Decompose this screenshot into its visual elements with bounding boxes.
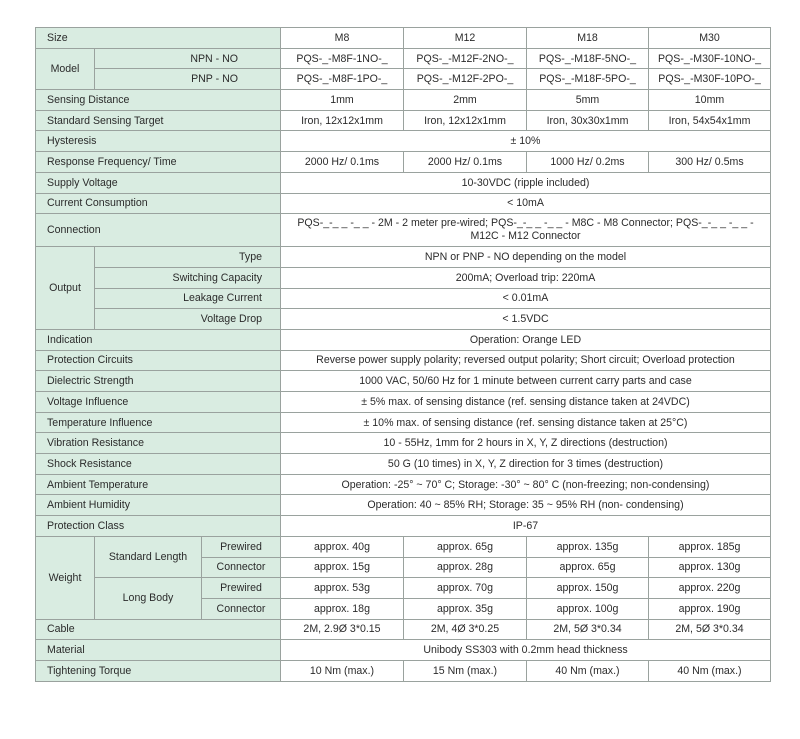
size-m12: M12 xyxy=(404,28,527,49)
label-ambient-temperature: Ambient Temperature xyxy=(36,474,281,495)
label-weight: Weight xyxy=(36,536,95,619)
label-voltage-drop: Voltage Drop xyxy=(95,309,281,330)
weight-long-connector-m8: approx. 18g xyxy=(281,598,404,619)
protection-circuits-value: Reverse power supply polarity; reversed output polarity; Short circuit; Overload protection xyxy=(281,350,771,371)
row-model-npn xyxy=(36,48,771,69)
size-m18: M18 xyxy=(527,28,649,49)
torque-m12: 15 Nm (max.) xyxy=(404,660,527,681)
label-supply-voltage: Supply Voltage xyxy=(36,172,281,193)
model-pnp-m12: PQS-_-M12F-2PO-_ xyxy=(404,69,527,90)
weight-long-prewired-m12: approx. 70g xyxy=(404,578,527,599)
switching-value: 200mA; Overload trip: 220mA xyxy=(281,267,771,288)
row-weight-long-prewired xyxy=(36,578,771,599)
weight-std-prewired-m18: approx. 135g xyxy=(527,536,649,557)
row-response xyxy=(36,152,771,173)
row-sensing-distance xyxy=(36,90,771,111)
cable-m30: 2M, 5Ø 3*0.34 xyxy=(649,619,771,640)
model-pnp-m8: PQS-_-M8F-1PO-_ xyxy=(281,69,404,90)
label-sensing-distance: Sensing Distance xyxy=(36,90,281,111)
row-material xyxy=(36,640,771,661)
label-switching: Switching Capacity xyxy=(95,267,281,288)
hysteresis-value: ± 10% xyxy=(281,131,771,152)
model-pnp-m30: PQS-_-M30F-10PO-_ xyxy=(649,69,771,90)
label-dielectric: Dielectric Strength xyxy=(36,371,281,392)
row-ambient-humidity xyxy=(36,495,771,516)
label-standard-prewired: Prewired xyxy=(202,536,281,557)
temperature-influence-value: ± 10% max. of sensing distance (ref. sensing distance taken at 25°C) xyxy=(281,412,771,433)
label-protection-circuits: Protection Circuits xyxy=(36,350,281,371)
row-torque xyxy=(36,660,771,681)
sensing-distance-m30: 10mm xyxy=(649,90,771,111)
row-leakage xyxy=(36,288,771,309)
row-standard-target xyxy=(36,110,771,131)
current-value: < 10mA xyxy=(281,193,771,214)
row-output-type xyxy=(36,247,771,268)
label-standard-connector: Connector xyxy=(202,557,281,578)
label-standard-length: Standard Length xyxy=(95,536,202,577)
voltage-influence-value: ± 5% max. of sensing distance (ref. sensing distance taken at 24VDC) xyxy=(281,392,771,413)
protection-class-value: IP-67 xyxy=(281,516,771,537)
row-weight-standard-prewired xyxy=(36,536,771,557)
cable-m12: 2M, 4Ø 3*0.25 xyxy=(404,619,527,640)
output-type-value: NPN or PNP - NO depending on the model xyxy=(281,247,771,268)
ambient-humidity-value: Operation: 40 ~ 85% RH; Storage: 35 ~ 95% RH (non- condensing) xyxy=(281,495,771,516)
material-value: Unibody SS303 with 0.2mm head thickness xyxy=(281,640,771,661)
row-size xyxy=(36,28,771,49)
size-m8: M8 xyxy=(281,28,404,49)
label-vibration: Vibration Resistance xyxy=(36,433,281,454)
weight-std-prewired-m30: approx. 185g xyxy=(649,536,771,557)
row-ambient-temperature xyxy=(36,474,771,495)
vibration-value: 10 - 55Hz, 1mm for 2 hours in X, Y, Z directions (destruction) xyxy=(281,433,771,454)
weight-std-connector-m8: approx. 15g xyxy=(281,557,404,578)
row-hysteresis xyxy=(36,131,771,152)
shock-value: 50 G (10 times) in X, Y, Z direction for 3 times (destruction) xyxy=(281,454,771,475)
label-torque: Tightening Torque xyxy=(36,660,281,681)
row-connection xyxy=(36,214,771,247)
weight-long-connector-m12: approx. 35g xyxy=(404,598,527,619)
row-voltage-influence xyxy=(36,392,771,413)
model-npn-m8: PQS-_-M8F-1NO-_ xyxy=(281,48,404,69)
row-switching xyxy=(36,267,771,288)
model-npn-m12: PQS-_-M12F-2NO-_ xyxy=(404,48,527,69)
cable-m18: 2M, 5Ø 3*0.34 xyxy=(527,619,649,640)
label-pnp-no: PNP - NO xyxy=(95,69,281,90)
standard-target-m18: Iron, 30x30x1mm xyxy=(527,110,649,131)
label-long-body: Long Body xyxy=(95,578,202,619)
cable-m8: 2M, 2.9Ø 3*0.15 xyxy=(281,619,404,640)
response-m12: 2000 Hz/ 0.1ms xyxy=(404,152,527,173)
row-current xyxy=(36,193,771,214)
label-connection: Connection xyxy=(36,214,281,247)
label-standard-target: Standard Sensing Target xyxy=(36,110,281,131)
sensing-distance-m8: 1mm xyxy=(281,90,404,111)
label-voltage-influence: Voltage Influence xyxy=(36,392,281,413)
model-pnp-m18: PQS-_-M18F-5PO-_ xyxy=(527,69,649,90)
row-protection-circuits xyxy=(36,350,771,371)
indication-value: Operation: Orange LED xyxy=(281,329,771,350)
torque-m8: 10 Nm (max.) xyxy=(281,660,404,681)
row-indication xyxy=(36,329,771,350)
connection-value: PQS-_-_ _ -_ _ - 2M - 2 meter pre-wired; PQS-_-_ _ -_ _ - M8C - M8 Connector; PQS-_-_ _ -_ _ - M12C - M12 Connector xyxy=(281,214,771,247)
label-long-connector: Connector xyxy=(202,598,281,619)
label-npn-no: NPN - NO xyxy=(95,48,281,69)
torque-m30: 40 Nm (max.) xyxy=(649,660,771,681)
row-cable xyxy=(36,619,771,640)
label-response: Response Frequency/ Time xyxy=(36,152,281,173)
weight-long-connector-m30: approx. 190g xyxy=(649,598,771,619)
ambient-temperature-value: Operation: -25° ~ 70° C; Storage: -30° ~ 80° C (non-freezing; non-condensing) xyxy=(281,474,771,495)
sensing-distance-m12: 2mm xyxy=(404,90,527,111)
label-material: Material xyxy=(36,640,281,661)
standard-target-m12: Iron, 12x12x1mm xyxy=(404,110,527,131)
sensing-distance-m18: 5mm xyxy=(527,90,649,111)
weight-long-prewired-m8: approx. 53g xyxy=(281,578,404,599)
weight-std-prewired-m8: approx. 40g xyxy=(281,536,404,557)
weight-long-prewired-m18: approx. 150g xyxy=(527,578,649,599)
label-model: Model xyxy=(36,48,95,89)
label-current: Current Consumption xyxy=(36,193,281,214)
row-vibration xyxy=(36,433,771,454)
response-m18: 1000 Hz/ 0.2ms xyxy=(527,152,649,173)
label-shock: Shock Resistance xyxy=(36,454,281,475)
label-long-prewired: Prewired xyxy=(202,578,281,599)
label-output: Output xyxy=(36,247,95,330)
weight-long-prewired-m30: approx. 220g xyxy=(649,578,771,599)
row-dielectric xyxy=(36,371,771,392)
label-cable: Cable xyxy=(36,619,281,640)
response-m30: 300 Hz/ 0.5ms xyxy=(649,152,771,173)
torque-m18: 40 Nm (max.) xyxy=(527,660,649,681)
weight-long-connector-m18: approx. 100g xyxy=(527,598,649,619)
row-model-pnp xyxy=(36,69,771,90)
label-size: Size xyxy=(36,28,281,49)
label-ambient-humidity: Ambient Humidity xyxy=(36,495,281,516)
model-npn-m18: PQS-_-M18F-5NO-_ xyxy=(527,48,649,69)
response-m8: 2000 Hz/ 0.1ms xyxy=(281,152,404,173)
model-npn-m30: PQS-_-M30F-10NO-_ xyxy=(649,48,771,69)
label-leakage: Leakage Current xyxy=(95,288,281,309)
row-temperature-influence xyxy=(36,412,771,433)
row-voltage-drop xyxy=(36,309,771,330)
standard-target-m30: Iron, 54x54x1mm xyxy=(649,110,771,131)
label-temperature-influence: Temperature Influence xyxy=(36,412,281,433)
label-output-type: Type xyxy=(95,247,281,268)
weight-std-connector-m30: approx. 130g xyxy=(649,557,771,578)
row-protection-class xyxy=(36,516,771,537)
specification-table xyxy=(35,27,771,682)
weight-std-connector-m12: approx. 28g xyxy=(404,557,527,578)
weight-std-prewired-m12: approx. 65g xyxy=(404,536,527,557)
row-supply-voltage xyxy=(36,172,771,193)
dielectric-value: 1000 VAC, 50/60 Hz for 1 minute between current carry parts and case xyxy=(281,371,771,392)
label-protection-class: Protection Class xyxy=(36,516,281,537)
row-shock xyxy=(36,454,771,475)
standard-target-m8: Iron, 12x12x1mm xyxy=(281,110,404,131)
voltage-drop-value: < 1.5VDC xyxy=(281,309,771,330)
label-hysteresis: Hysteresis xyxy=(36,131,281,152)
supply-voltage-value: 10-30VDC (ripple included) xyxy=(281,172,771,193)
size-m30: M30 xyxy=(649,28,771,49)
weight-std-connector-m18: approx. 65g xyxy=(527,557,649,578)
label-indication: Indication xyxy=(36,329,281,350)
spec-table-container xyxy=(35,27,770,682)
leakage-value: < 0.01mA xyxy=(281,288,771,309)
